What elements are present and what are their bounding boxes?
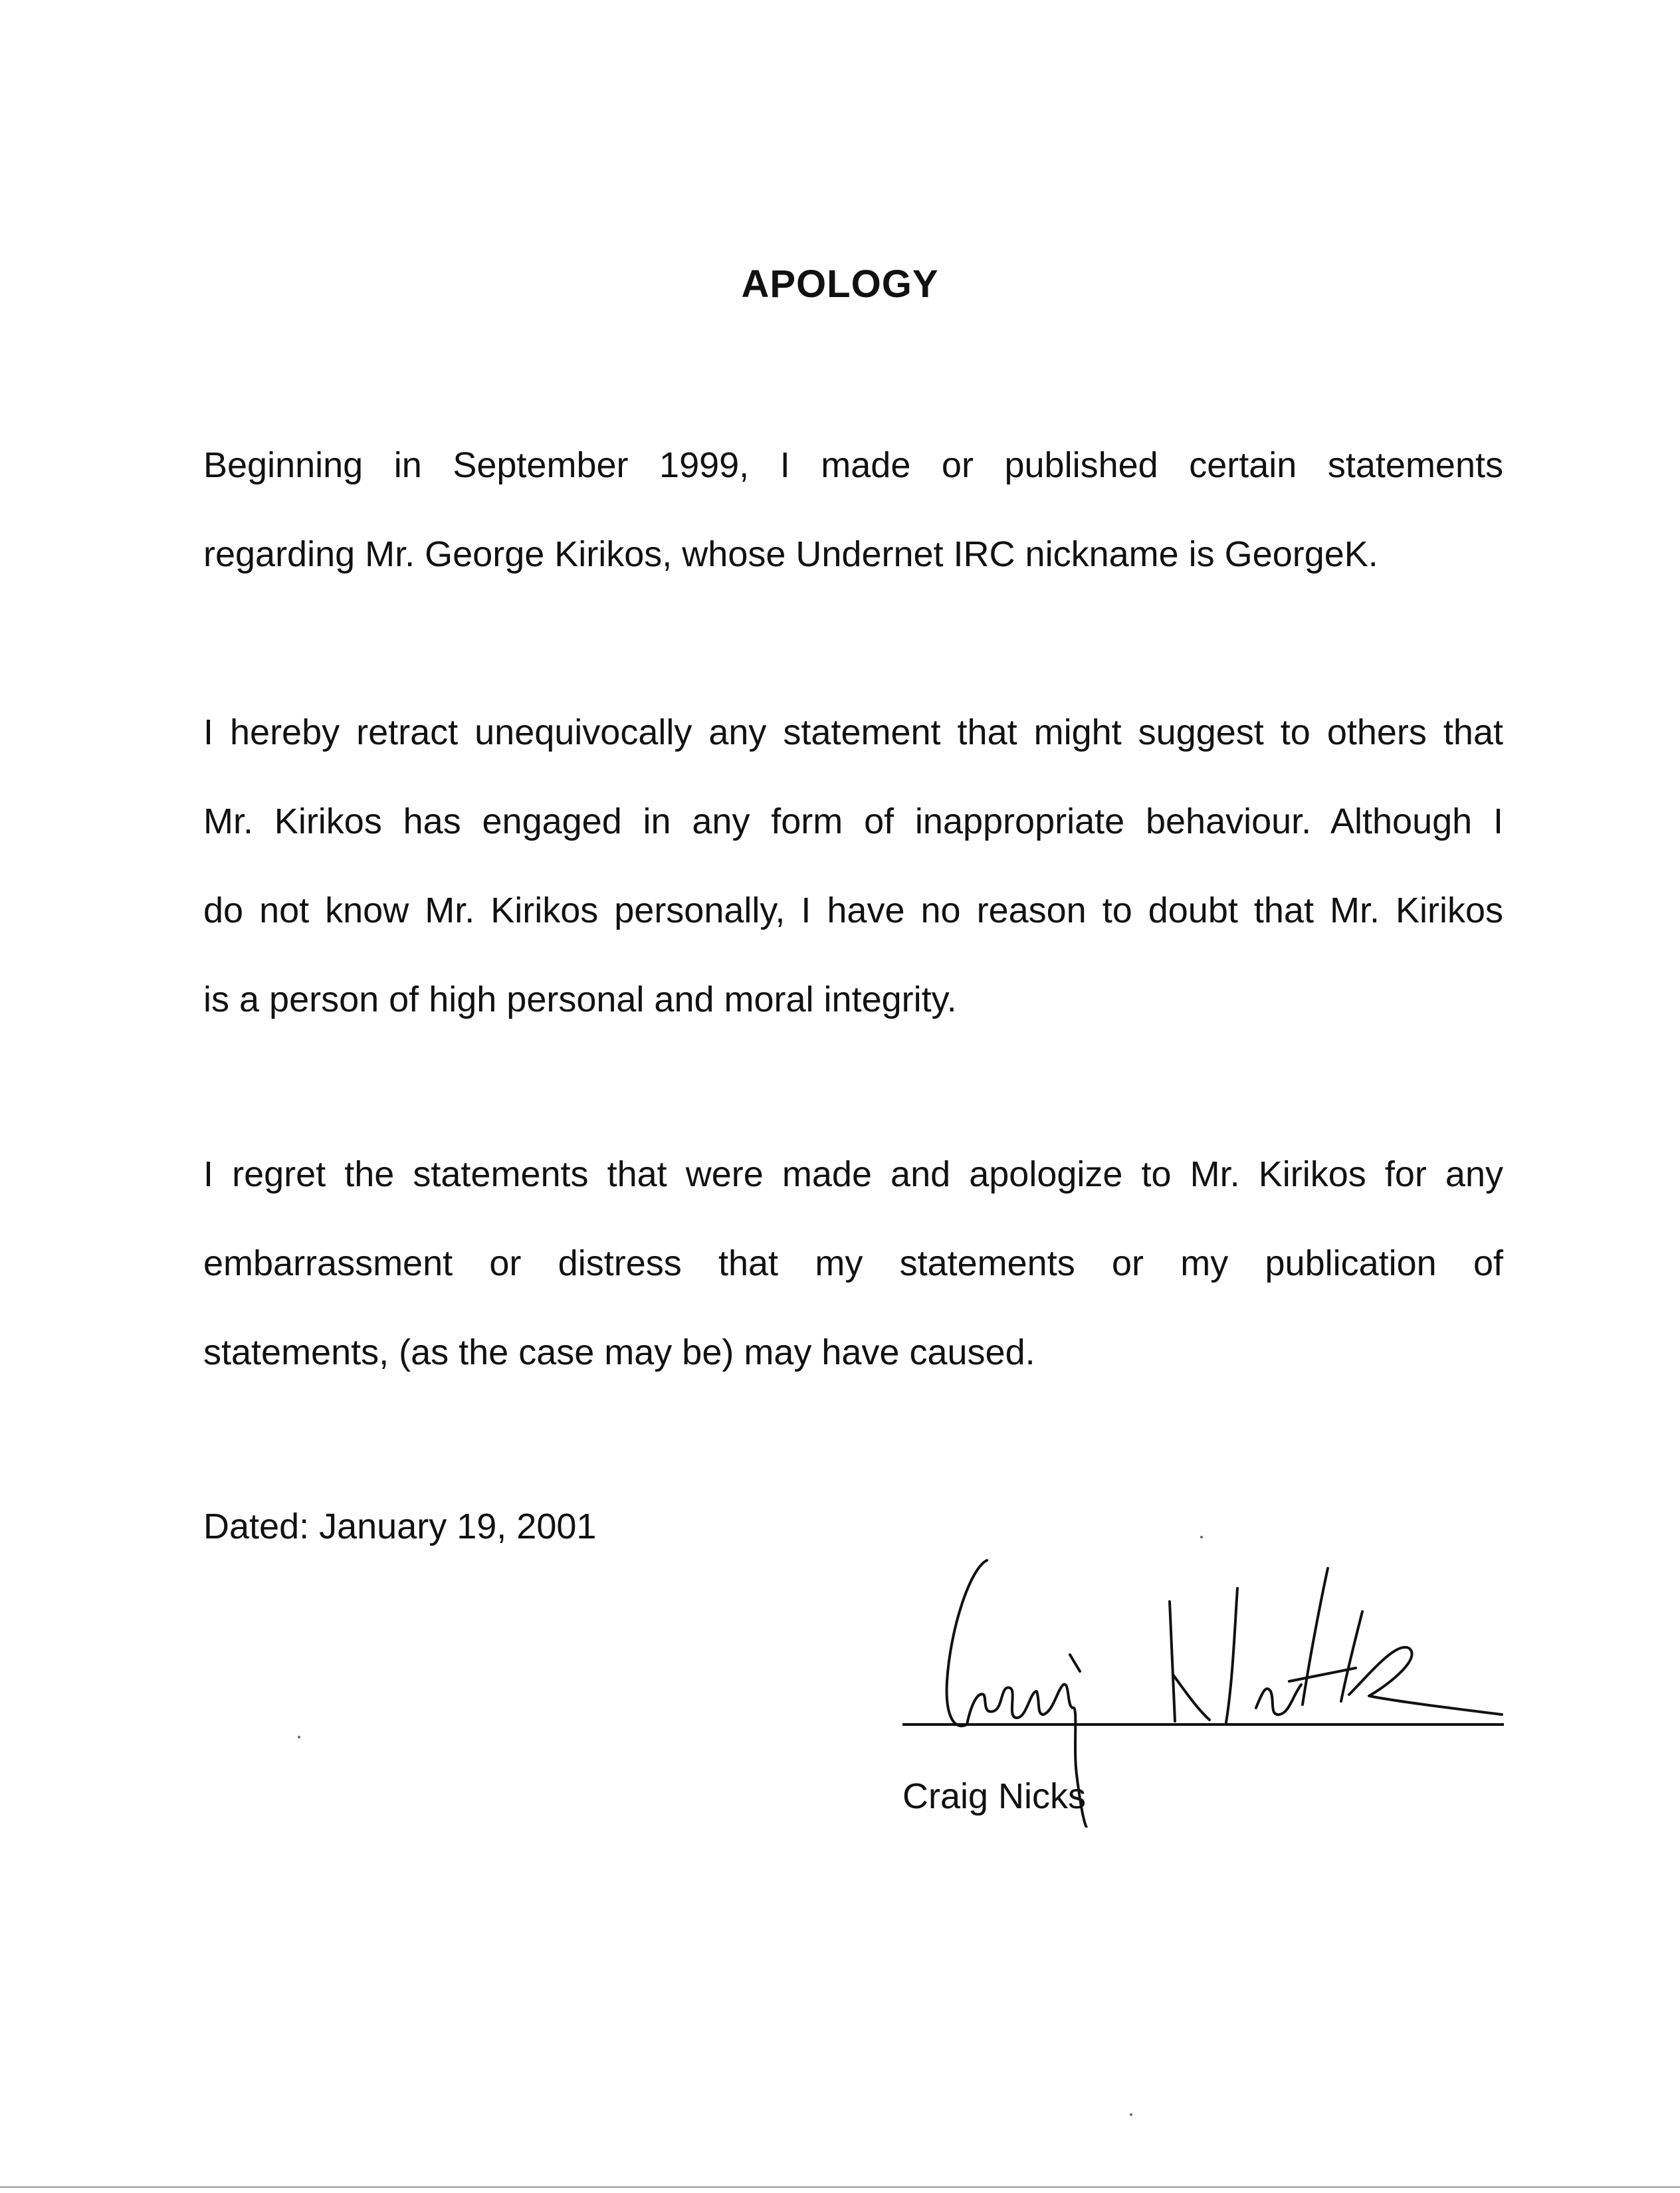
scan-speck [1200,1536,1203,1538]
signature-stroke [1349,1647,1502,1715]
signatory-name: Craig Nicks [902,1776,1087,1816]
signature-stroke [1226,1588,1237,1723]
signature-stroke [1256,1685,1301,1715]
paragraph-3-line-3: statements, (as the case may be) may have caused. [203,1332,1035,1372]
signature-stroke [947,1560,987,1726]
paragraph-3-line-1: I regret the statements that were made and apologize to Mr. Kirikos for any [203,1154,1503,1194]
date-line: Dated: January 19, 2001 [203,1507,597,1546]
signature-stroke [1173,1675,1209,1720]
paragraph-2-line-2: Mr. Kirikos has engaged in any form of inappropriate behaviour. Although I [203,801,1503,841]
signature-stroke [1303,1568,1328,1705]
scan-speck [1130,2113,1132,2116]
scan-speck [298,1736,300,1738]
signature-stroke [1341,1612,1362,1701]
signature-stroke [967,1688,1043,1724]
paragraph-2-line-4: is a person of high personal and moral integrity. [203,980,957,1019]
paragraph-3-line-2: embarrassment or distress that my statements or my publication of [203,1243,1503,1283]
paragraph-1 [203,421,1503,599]
paragraph-3 [203,1130,1503,1397]
document-title: APOLOGY [741,262,939,306]
signature-line [902,1723,1504,1726]
paragraph-2 [203,688,1503,1044]
paragraph-2-line-1: I hereby retract unequivocally any statement that might suggest to others that [203,712,1503,752]
signature-stroke [1170,1602,1175,1721]
signature-stroke [1070,1655,1080,1671]
paragraph-1-line-2: regarding Mr. George Kirikos, whose Undernet IRC nickname is GeorgeK. [203,534,1378,574]
scan-edge [0,2186,1680,2188]
paragraph-1-line-1: Beginning in September 1999, I made or published certain statements [203,445,1503,485]
paragraph-2-line-3: do not know Mr. Kirikos personally, I have no reason to doubt that Mr. Kirikos [203,890,1503,930]
